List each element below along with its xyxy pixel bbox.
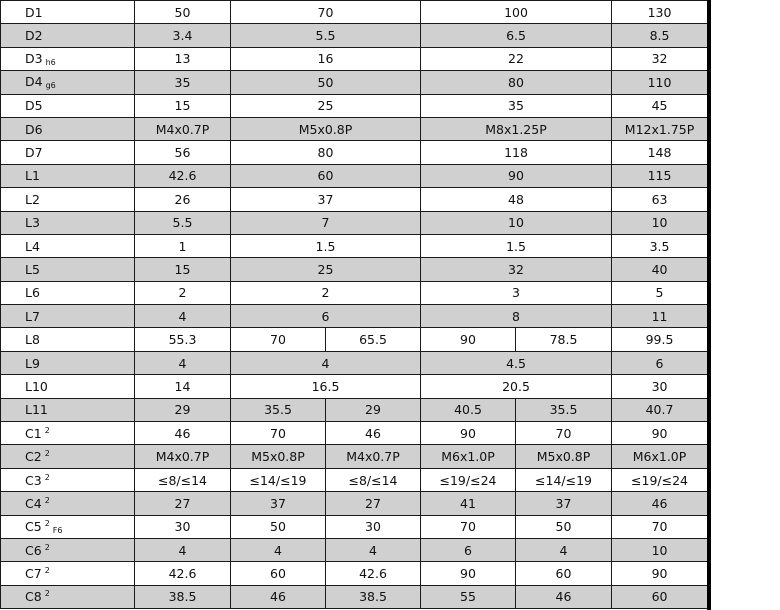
- table-cell: 40.5: [421, 398, 516, 421]
- table-cell: 60: [231, 164, 421, 187]
- table-cell: 30: [612, 375, 708, 398]
- table-cell: 29: [135, 398, 231, 421]
- table-cell: 40: [612, 258, 708, 281]
- table-cell: M5x0.8P: [516, 445, 612, 468]
- table-row: [1, 117, 708, 140]
- table-cell: 46: [326, 422, 421, 445]
- row-label: [1, 24, 135, 47]
- table-cell: 6: [421, 538, 516, 561]
- table-cell: M5x0.8P: [231, 117, 421, 140]
- row-label: [1, 562, 135, 585]
- row-label: [1, 492, 135, 515]
- table-row: [1, 281, 708, 304]
- row-label-text: L3: [25, 215, 40, 231]
- table-cell: 70: [421, 515, 516, 538]
- table-cell: 25: [231, 258, 421, 281]
- table-cell: 22: [421, 47, 612, 70]
- row-label: [1, 141, 135, 164]
- table-row: [1, 398, 708, 421]
- table-cell: ≤14/≤19: [231, 468, 326, 491]
- table-cell: 29: [326, 398, 421, 421]
- table-cell: ≤19/≤24: [421, 468, 516, 491]
- table-cell: M6x1.0P: [612, 445, 708, 468]
- table-cell: ≤14/≤19: [516, 468, 612, 491]
- table-cell: 6: [612, 351, 708, 374]
- table-cell: 45: [612, 94, 708, 117]
- table-cell: 110: [612, 71, 708, 94]
- row-label: [1, 188, 135, 211]
- table-cell: M12x1.75P: [612, 117, 708, 140]
- row-label-subscript: h6: [45, 57, 56, 67]
- table-row: [1, 515, 708, 538]
- table-cell: 3.4: [135, 24, 231, 47]
- row-label-text: C7: [25, 566, 42, 582]
- table-cell: 10: [612, 211, 708, 234]
- table-cell: 50: [516, 515, 612, 538]
- row-label-text: L5: [25, 261, 40, 277]
- row-label: [1, 468, 135, 491]
- table-cell: 4: [516, 538, 612, 561]
- table-cell: 50: [231, 71, 421, 94]
- table-row: [1, 328, 708, 351]
- table-cell: 30: [135, 515, 231, 538]
- table-cell: 30: [326, 515, 421, 538]
- table-cell: 8.5: [612, 24, 708, 47]
- row-label-text: L8: [25, 332, 40, 348]
- table-cell: M4x0.7P: [135, 445, 231, 468]
- table-cell: 90: [421, 562, 516, 585]
- table-cell: ≤8/≤14: [326, 468, 421, 491]
- row-label-text: C2: [25, 449, 42, 465]
- row-label-text: D2: [25, 28, 43, 44]
- row-label-text: L4: [25, 238, 40, 254]
- row-label-text: L7: [25, 308, 40, 324]
- table-cell: 10: [612, 538, 708, 561]
- table-cell: M8x1.25P: [421, 117, 612, 140]
- row-label-superscript: 2: [44, 518, 50, 528]
- table-cell: 35.5: [231, 398, 326, 421]
- row-label: [1, 94, 135, 117]
- row-label: [1, 422, 135, 445]
- table-cell: 32: [612, 47, 708, 70]
- table-cell: 16: [231, 47, 421, 70]
- table-cell: 60: [516, 562, 612, 585]
- table-cell: 35.5: [516, 398, 612, 421]
- table-cell: 90: [612, 422, 708, 445]
- table-cell: 15: [135, 94, 231, 117]
- table-row: [1, 1, 708, 24]
- table-row: [1, 375, 708, 398]
- table-cell: 4.5: [421, 351, 612, 374]
- row-label-subscript: g6: [45, 81, 56, 91]
- table-cell: 48: [421, 188, 612, 211]
- row-label: [1, 47, 135, 70]
- table-cell: 3: [421, 281, 612, 304]
- table-cell: 2: [135, 281, 231, 304]
- table-cell: 4: [135, 305, 231, 328]
- table-cell: 27: [326, 492, 421, 515]
- table-row: [1, 351, 708, 374]
- row-label: [1, 1, 135, 24]
- table-cell: 27: [135, 492, 231, 515]
- table-cell: 50: [231, 515, 326, 538]
- table-cell: 42.6: [135, 164, 231, 187]
- table-row: [1, 445, 708, 468]
- table-cell: 6.5: [421, 24, 612, 47]
- row-label-superscript: 2: [44, 425, 50, 435]
- row-label-text: L11: [25, 402, 48, 418]
- row-label-text: D1: [25, 4, 43, 20]
- table-cell: 4: [135, 351, 231, 374]
- row-label: [1, 351, 135, 374]
- table-row: [1, 258, 708, 281]
- table-cell: 32: [421, 258, 612, 281]
- row-label: [1, 445, 135, 468]
- table-cell: 60: [612, 585, 708, 608]
- row-label: [1, 281, 135, 304]
- table-cell: 70: [231, 328, 326, 351]
- table-cell: 70: [231, 1, 421, 24]
- table-cell: 46: [516, 585, 612, 608]
- table-row: [1, 94, 708, 117]
- table-cell: 70: [612, 515, 708, 538]
- table-cell: 1.5: [231, 234, 421, 257]
- table-row: [1, 188, 708, 211]
- table-cell: 4: [231, 351, 421, 374]
- row-label: [1, 258, 135, 281]
- row-label: [1, 398, 135, 421]
- row-label-superscript: 2: [44, 495, 50, 505]
- table-cell: 130: [612, 1, 708, 24]
- table-cell: 1: [135, 234, 231, 257]
- row-label: [1, 538, 135, 561]
- table-cell: 13: [135, 47, 231, 70]
- row-label: [1, 234, 135, 257]
- table-cell: 4: [135, 538, 231, 561]
- table-cell: M6x1.0P: [421, 445, 516, 468]
- row-label-text: L9: [25, 355, 40, 371]
- row-label-text: C3: [25, 472, 42, 488]
- table-row: [1, 585, 708, 608]
- table-cell: 80: [231, 141, 421, 164]
- table-cell: 90: [421, 422, 516, 445]
- table-cell: 90: [421, 328, 516, 351]
- table-cell: 70: [231, 422, 326, 445]
- table-cell: 46: [231, 585, 326, 608]
- table-row: [1, 47, 708, 70]
- row-label-text: C4: [25, 495, 42, 511]
- table-cell: 42.6: [135, 562, 231, 585]
- table-cell: 11: [612, 305, 708, 328]
- table-cell: 65.5: [326, 328, 421, 351]
- row-label-superscript: 2: [44, 542, 50, 552]
- table-cell: 60: [231, 562, 326, 585]
- row-label-text: L2: [25, 191, 40, 207]
- table-row: [1, 164, 708, 187]
- table-row: [1, 305, 708, 328]
- table-cell: 14: [135, 375, 231, 398]
- table-cell: 100: [421, 1, 612, 24]
- table-cell: 46: [612, 492, 708, 515]
- row-label: [1, 164, 135, 187]
- row-label-superscript: 2: [44, 589, 50, 599]
- table-cell: 7: [231, 211, 421, 234]
- table-cell: 41: [421, 492, 516, 515]
- right-border: [707, 0, 711, 610]
- table-cell: 35: [135, 71, 231, 94]
- table-cell: ≤8/≤14: [135, 468, 231, 491]
- row-label-text: L10: [25, 378, 48, 394]
- table-cell: 10: [421, 211, 612, 234]
- table-cell: M4x0.7P: [326, 445, 421, 468]
- table-cell: 63: [612, 188, 708, 211]
- row-label-text: C6: [25, 542, 42, 558]
- table-cell: 55: [421, 585, 516, 608]
- table-cell: 6: [231, 305, 421, 328]
- table-cell: 8: [421, 305, 612, 328]
- table-cell: 118: [421, 141, 612, 164]
- row-label: [1, 375, 135, 398]
- table-cell: 1.5: [421, 234, 612, 257]
- row-label-superscript: 2: [44, 566, 50, 576]
- table-cell: 20.5: [421, 375, 612, 398]
- table-cell: 40.7: [612, 398, 708, 421]
- table-cell: 90: [421, 164, 612, 187]
- row-label: [1, 305, 135, 328]
- row-label-text: C1: [25, 425, 42, 441]
- table-cell: M5x0.8P: [231, 445, 326, 468]
- row-label-text: D3: [25, 50, 43, 66]
- table-cell: 3.5: [612, 234, 708, 257]
- table-cell: 37: [231, 492, 326, 515]
- row-label-text: L1: [25, 168, 40, 184]
- table-cell: 50: [135, 1, 231, 24]
- row-label-text: D5: [25, 98, 43, 114]
- row-label-subscript: F6: [52, 525, 63, 535]
- table-cell: 35: [421, 94, 612, 117]
- table-row: [1, 492, 708, 515]
- table-row: [1, 234, 708, 257]
- table-row: [1, 562, 708, 585]
- table-cell: 70: [516, 422, 612, 445]
- table-cell: 148: [612, 141, 708, 164]
- table-cell: 4: [326, 538, 421, 561]
- table-row: [1, 538, 708, 561]
- table-cell: 46: [135, 422, 231, 445]
- table-row: [1, 468, 708, 491]
- row-label-text: L6: [25, 285, 40, 301]
- table-cell: M4x0.7P: [135, 117, 231, 140]
- row-label-text: C5: [25, 518, 42, 534]
- row-label: [1, 515, 135, 538]
- row-label-text: D6: [25, 121, 43, 137]
- table-cell: 38.5: [326, 585, 421, 608]
- table-cell: 38.5: [135, 585, 231, 608]
- table-cell: 55.3: [135, 328, 231, 351]
- table-row: [1, 71, 708, 94]
- row-label: [1, 328, 135, 351]
- table-cell: 4: [231, 538, 326, 561]
- table-row: [1, 422, 708, 445]
- table-cell: 16.5: [231, 375, 421, 398]
- row-label-superscript: 2: [44, 449, 50, 459]
- table-cell: 115: [612, 164, 708, 187]
- table-cell: 5.5: [135, 211, 231, 234]
- table-cell: 42.6: [326, 562, 421, 585]
- table-cell: ≤19/≤24: [612, 468, 708, 491]
- table-cell: 25: [231, 94, 421, 117]
- row-label-text: C8: [25, 589, 42, 605]
- table-cell: 99.5: [612, 328, 708, 351]
- table-cell: 37: [231, 188, 421, 211]
- table-cell: 2: [231, 281, 421, 304]
- row-label-text: D7: [25, 145, 43, 161]
- row-label: [1, 585, 135, 608]
- table-cell: 5: [612, 281, 708, 304]
- table-row: [1, 24, 708, 47]
- row-label: [1, 211, 135, 234]
- table-cell: 15: [135, 258, 231, 281]
- table-cell: 80: [421, 71, 612, 94]
- table-cell: 26: [135, 188, 231, 211]
- row-label-text: D4: [25, 74, 43, 90]
- table-cell: 78.5: [516, 328, 612, 351]
- table-cell: 5.5: [231, 24, 421, 47]
- row-label-superscript: 2: [44, 472, 50, 482]
- table-cell: 56: [135, 141, 231, 164]
- table-body: [1, 1, 708, 609]
- row-label: [1, 117, 135, 140]
- table-cell: 37: [516, 492, 612, 515]
- row-label: [1, 71, 135, 94]
- table-row: [1, 141, 708, 164]
- table-row: [1, 211, 708, 234]
- table-cell: 90: [612, 562, 708, 585]
